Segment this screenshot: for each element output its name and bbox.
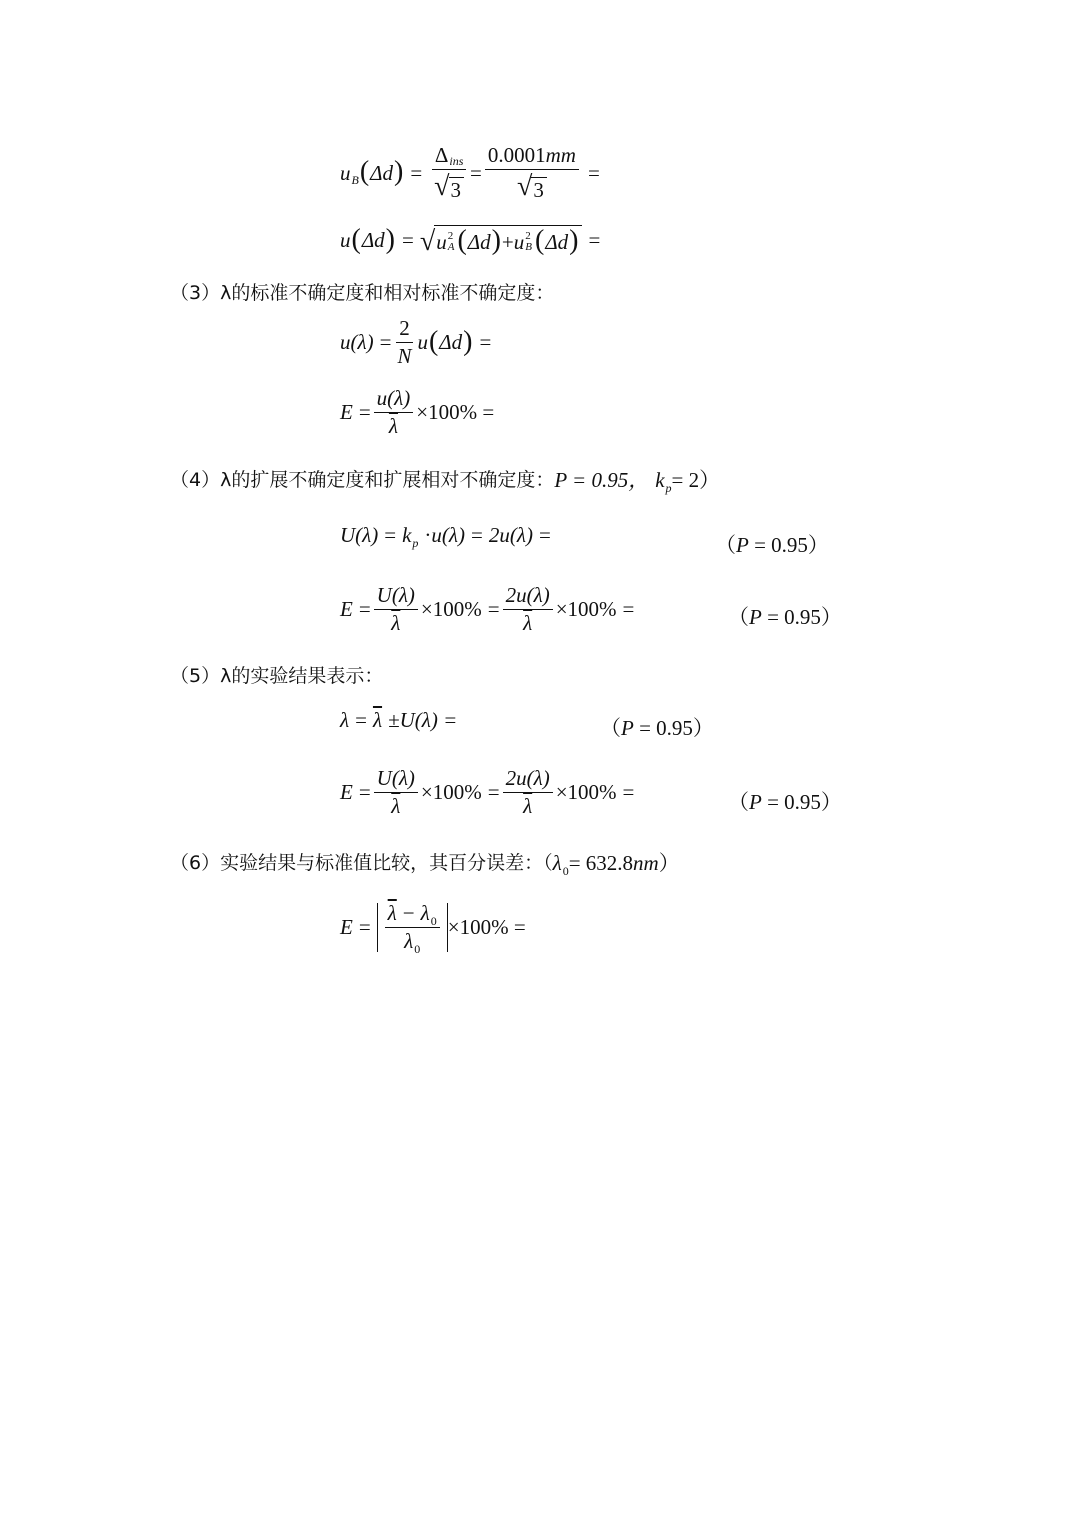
heading-5: （5）λ的实验结果表示： xyxy=(170,665,384,687)
sqrt-sum: √ u 2 A ( Δd ) + u 2 B ( Δd ) xyxy=(420,225,583,256)
heading-6: （6）实验结果与标准值比较，其百分误差：（ λ 0 = 632.8 nm ） xyxy=(170,851,680,878)
heading-4: （4）λ的扩展不确定度和扩展相对不确定度： P = 0.95， k p = 2） xyxy=(170,468,721,495)
condition-lambda: （P = 0.95） xyxy=(600,716,714,740)
eq-E2: E = $\frac{U(\lambda)}{\lambda}$ ×100% = $\frac{2u(\lambda)}{\lambda}$ ×100% = xyxy=(340,583,635,635)
eq-E4: E = $\overline{\lambda}$ − λ 0 λ 0 ×100% = xyxy=(340,901,526,956)
eq-uB: u B ( Δd ) = Δ ins √ 3 = 0.0001 mm √ 3 = xyxy=(340,143,600,202)
eq-u-delta-d: u ( Δd ) = √ u 2 A ( Δd ) + u 2 B ( Δd ) = xyxy=(340,223,601,257)
absolute-value: $\overline{\lambda}$ − λ 0 λ 0 xyxy=(377,903,448,952)
eq-u-lambda: u(λ) = $\frac{2}{N}$ u ( Δd ) = xyxy=(340,316,492,368)
frac-0.0001mm: 0.0001 mm √ 3 xyxy=(485,145,579,201)
eq-lambda-result: λ = $\overline{\lambda}$ ±U(λ) = xyxy=(340,708,458,732)
eq-E3: E = $\frac{U(\lambda)}{\lambda}$ ×100% = $\frac{2u(\lambda)}{\lambda}$ ×100% = xyxy=(340,766,635,818)
condition-U: （P = 0.95） xyxy=(715,533,829,557)
eq-U-lambda: U(λ) = k p · u(λ) = 2u(λ) = xyxy=(340,523,551,550)
eq-E1: E = $\frac{u(\lambda)}{\lambda}$ ×100% = xyxy=(340,386,495,438)
heading-3: （3）λ的标准不确定度和相对标准不确定度： xyxy=(170,282,555,304)
condition-E3: （P = 0.95） xyxy=(728,790,842,814)
frac-delta-ins: Δ ins √ 3 xyxy=(431,145,467,201)
condition-E2: （P = 0.95） xyxy=(728,605,842,629)
